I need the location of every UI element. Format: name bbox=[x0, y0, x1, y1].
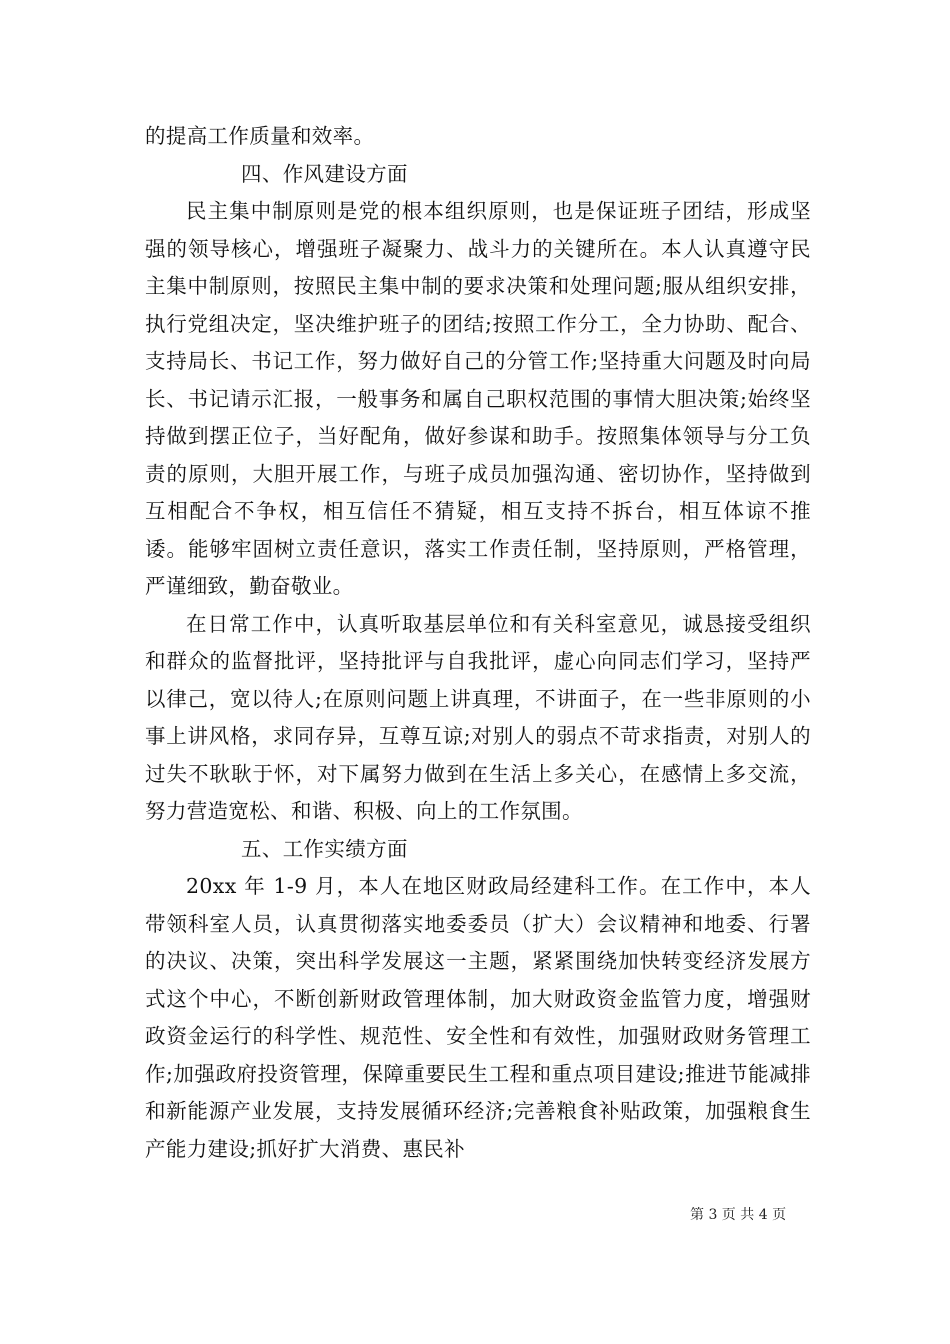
document-body bbox=[145, 118, 811, 1168]
paragraph-continuation: 的提高工作质量和效率。 bbox=[145, 124, 375, 148]
paragraph-democratic-centralism: 民主集中制原则是党的根本组织原则，也是保证班子团结，形成坚强的领导核心，增强班子凝聚力、战斗力的关键所在。本人认真遵守民主集中制原则，按照民主集中制的要求决策和处理问题;服从组织安排，执行党组决定，坚决维护班子的团结;按照工作分工，全力协助、配合、支持局长、书记工作，努力做好自己的分管工作;坚持重大问题及时向局长、书记请示汇报，一般事务和属自己职权范围的事情大胆决策;始终坚持做到摆正位子，当好配角，做好参谋和助手。按照集体领导与分工负责的原则，大胆开展工作，与班子成员加强沟通、密切协作，坚持做到互相配合不争权，相互信任不猜疑，相互支持不拆台，相互体谅不推诿。能够牢固树立责任意识，落实工作责任制，坚持原则，严格管理，严谨细致，勤奋敬业。 bbox=[145, 199, 811, 598]
paragraph-work-performance: 20xx 年 1-9 月，本人在地区财政局经建科工作。在工作中，本人带领科室人员，认真贯彻落实地委委员（扩大）会议精神和地委、行署的决议、决策，突出科学发展这一主题，紧紧围绕加快转变经济发展方式这个中心，不断创新财政管理体制，加大财政资金监管力度，增强财政资金运行的科学性、规范性、安全性和有效性，加强财政财务管理工作;加强政府投资管理，保障重要民生工程和重点项目建设;推进节能减排和新能源产业发展，支持发展循环经济;完善粮食补贴政策，加强粮食生产能力建设;抓好扩大消费、惠民补 bbox=[145, 874, 811, 1161]
page-number-footer: 第 3 页 共 4 页 bbox=[690, 1207, 787, 1223]
section-heading-work-style: 四、作风建设方面 bbox=[241, 161, 408, 186]
section-heading-work-performance: 五、工作实绩方面 bbox=[241, 836, 408, 861]
paragraph-daily-work: 在日常工作中，认真听取基层单位和有关科室意见，诚恳接受组织和群众的监督批评，坚持批评与自我批评，虚心向同志们学习，坚持严以律己，宽以待人;在原则问题上讲真理，不讲面子，在一些非原则的小事上讲风格，求同存异，互尊互谅;对别人的弱点不苛求指责，对别人的过失不耿耿于怀，对下属努力做到在生活上多关心，在感情上多交流，努力营造宽松、和谐、积极、向上的工作氛围。 bbox=[145, 611, 811, 823]
